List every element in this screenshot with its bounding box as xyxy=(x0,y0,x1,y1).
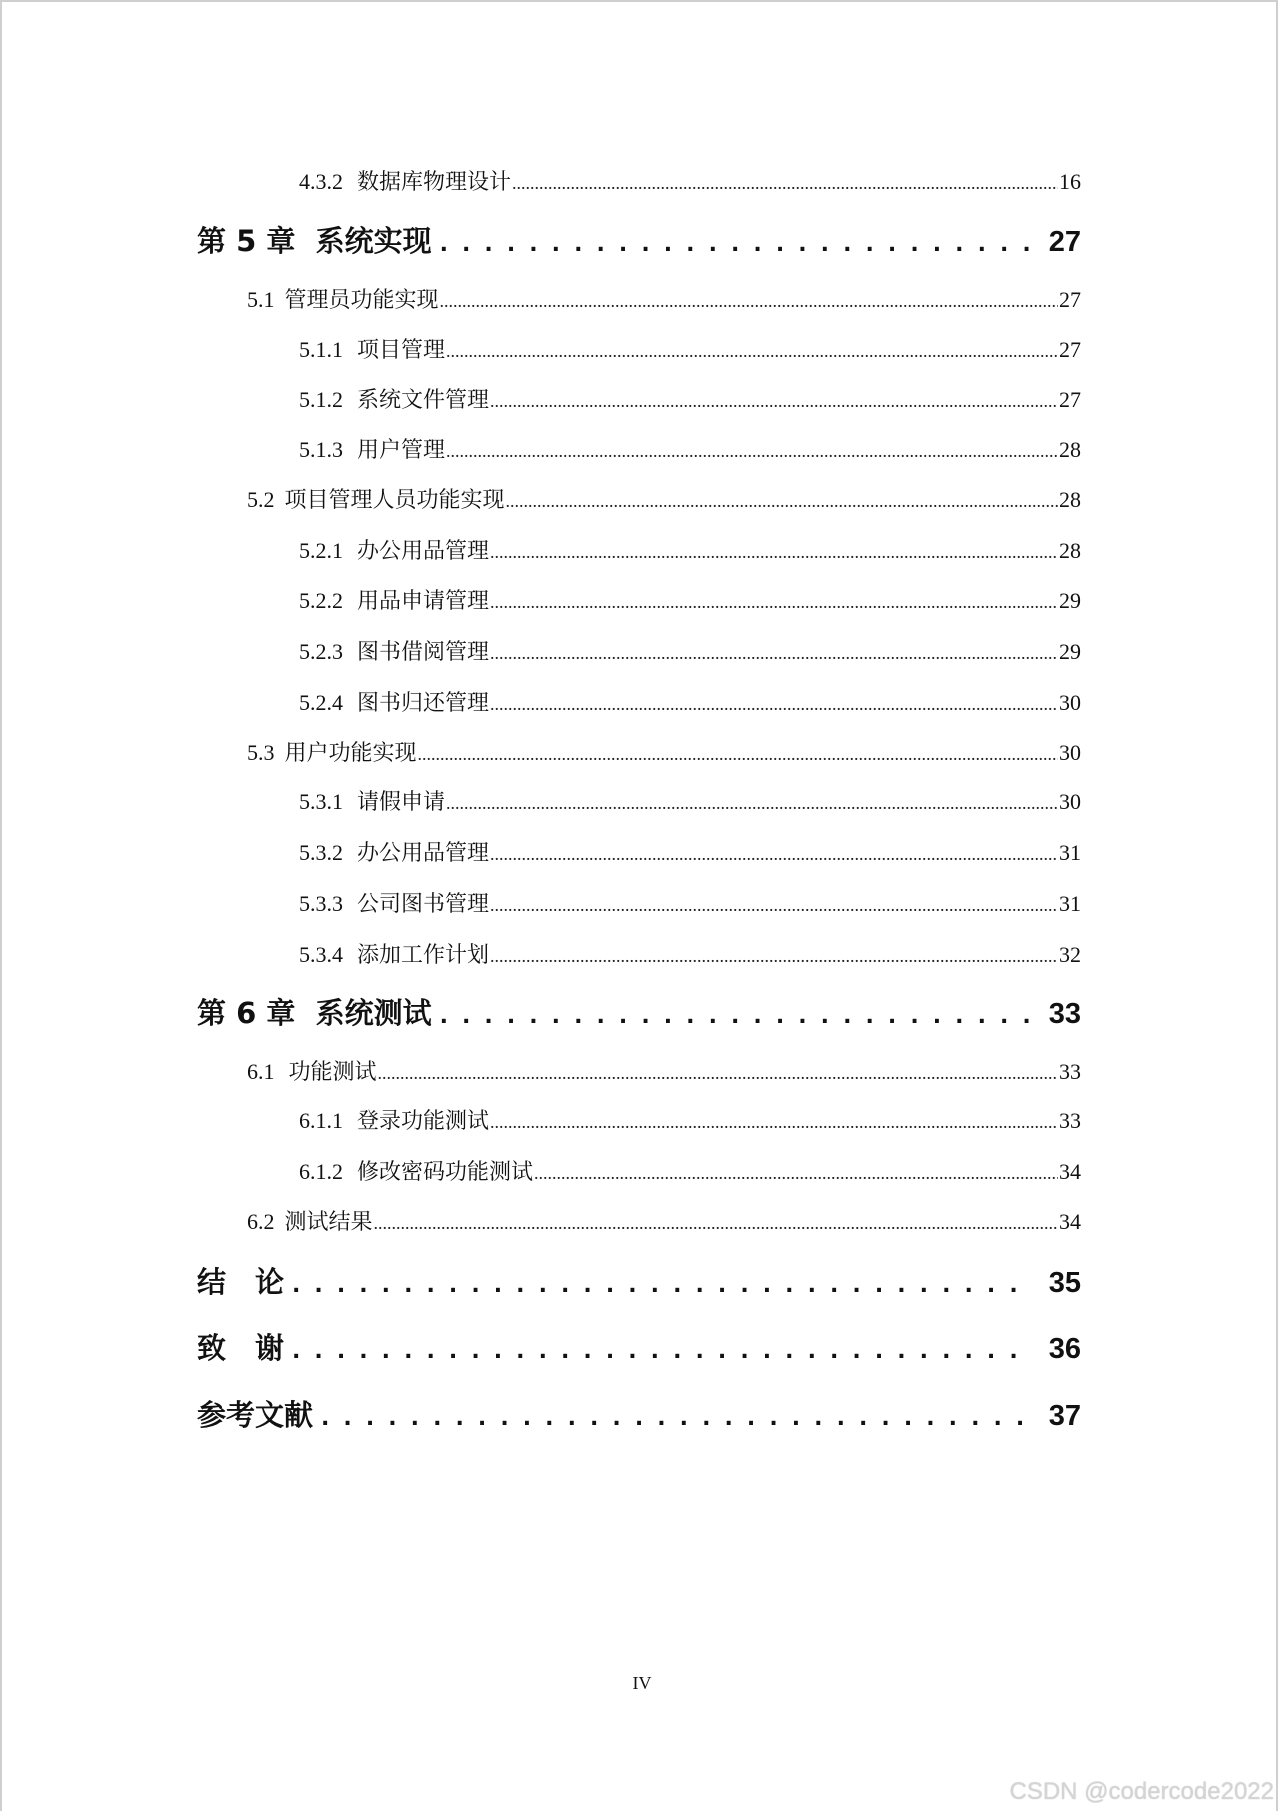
toc-page-number: 31 xyxy=(1059,840,1081,865)
toc-page-number: 33 xyxy=(1048,998,1081,1030)
dot-leader xyxy=(490,586,1058,617)
toc-entry-label: 6.1 功能测试 xyxy=(247,1059,377,1084)
dot-leader xyxy=(534,1157,1058,1188)
toc-page-number: 30 xyxy=(1059,740,1081,765)
toc-entry-label: 5.3 用户功能实现 xyxy=(247,740,417,765)
toc-chapter-entry[interactable] xyxy=(197,993,1081,1033)
dot-leader xyxy=(378,1057,1058,1088)
toc-chapter-entry[interactable] xyxy=(197,1328,1081,1368)
toc-page-number: 27 xyxy=(1059,287,1081,312)
toc-entry[interactable] xyxy=(299,536,1081,566)
toc-entry[interactable] xyxy=(247,285,1081,315)
toc-entry-label: 5.3.1 请假申请 xyxy=(299,789,446,814)
toc-entry-label: 5.1.2 系统文件管理 xyxy=(299,387,490,412)
toc-page-number: 34 xyxy=(1059,1209,1081,1234)
toc-chapter-entry[interactable] xyxy=(197,1262,1081,1302)
toc-entry-label: 6.1.2 修改密码功能测试 xyxy=(299,1159,534,1184)
toc-page-number: 31 xyxy=(1059,891,1081,916)
dot-leader xyxy=(440,993,1033,1037)
toc-page-number: 28 xyxy=(1059,538,1081,563)
toc-chapter-label: 第 5 章 系统实现 xyxy=(197,224,432,258)
toc-page-number: 27 xyxy=(1059,337,1081,362)
toc-chapter-entry[interactable] xyxy=(197,221,1081,261)
toc-chapter-entry[interactable] xyxy=(197,1395,1081,1435)
toc-page-number: 30 xyxy=(1059,690,1081,715)
toc-page-number: 29 xyxy=(1059,588,1081,613)
dot-leader xyxy=(418,738,1058,769)
dot-leader xyxy=(446,787,1058,818)
dot-leader xyxy=(446,335,1058,366)
toc-entry-label: 5.1 管理员功能实现 xyxy=(247,287,439,312)
toc-entry-label: 5.2.3 图书借阅管理 xyxy=(299,639,490,664)
toc-page-number: 30 xyxy=(1059,789,1081,814)
dot-leader xyxy=(446,435,1058,466)
toc-page-number: 35 xyxy=(1048,1267,1081,1299)
dot-leader xyxy=(490,637,1058,668)
watermark: CSDN @codercode2022 xyxy=(1009,1778,1274,1805)
dot-leader xyxy=(490,940,1058,971)
toc-entry[interactable] xyxy=(299,385,1081,415)
toc-page-number: 37 xyxy=(1048,1400,1081,1432)
toc-entry-label: 6.2 测试结果 xyxy=(247,1209,373,1234)
toc-entry[interactable] xyxy=(299,586,1081,616)
toc-chapter-label: 参考文献 xyxy=(197,1398,314,1432)
toc-entry-label: 5.1.3 用户管理 xyxy=(299,437,446,462)
toc-entry[interactable] xyxy=(299,787,1081,817)
toc-page-number: 36 xyxy=(1048,1333,1081,1365)
toc-entry[interactable] xyxy=(299,1157,1081,1187)
toc-chapter-label: 结 论 xyxy=(197,1265,285,1299)
dot-leader xyxy=(440,221,1033,265)
dot-leader xyxy=(490,838,1058,869)
toc-page-number: 27 xyxy=(1059,387,1081,412)
dot-leader xyxy=(292,1328,1033,1372)
dot-leader xyxy=(292,1262,1033,1306)
page-footer-number: IV xyxy=(632,1673,652,1693)
dot-leader xyxy=(512,167,1058,198)
toc-entry[interactable] xyxy=(299,435,1081,465)
toc-page-number: 28 xyxy=(1059,437,1081,462)
dot-leader xyxy=(490,1106,1058,1137)
toc-chapter-label: 致 谢 xyxy=(197,1331,285,1365)
toc-entry-label: 5.2.2 用品申请管理 xyxy=(299,588,490,613)
toc-page-number: 16 xyxy=(1059,169,1081,194)
toc-page-number: 29 xyxy=(1059,639,1081,664)
toc-entry-label: 5.2 项目管理人员功能实现 xyxy=(247,487,505,512)
dot-leader xyxy=(490,536,1058,567)
dot-leader xyxy=(321,1395,1033,1439)
toc-entry[interactable] xyxy=(299,688,1081,718)
toc-page-number: 32 xyxy=(1059,942,1081,967)
toc-page-number: 28 xyxy=(1059,487,1081,512)
toc-entry-label: 5.2.4 图书归还管理 xyxy=(299,690,490,715)
toc-entry[interactable] xyxy=(247,1207,1081,1237)
toc-entry[interactable] xyxy=(247,485,1081,515)
toc-entry[interactable] xyxy=(299,889,1081,919)
dot-leader xyxy=(506,485,1058,516)
toc-entry[interactable] xyxy=(247,738,1081,768)
dot-leader xyxy=(374,1207,1058,1238)
dot-leader xyxy=(490,385,1058,416)
toc-entry[interactable] xyxy=(299,1106,1081,1136)
toc-entry[interactable] xyxy=(299,335,1081,365)
toc-entry[interactable] xyxy=(247,1057,1081,1087)
toc-entry-label: 5.1.1 项目管理 xyxy=(299,337,446,362)
toc-page-number: 34 xyxy=(1059,1159,1081,1184)
toc-page-number: 27 xyxy=(1048,226,1081,258)
toc-entry-label: 4.3.2 数据库物理设计 xyxy=(299,169,512,194)
toc-chapter-label: 第 6 章 系统测试 xyxy=(197,996,432,1030)
toc-entry-label: 5.3.2 办公用品管理 xyxy=(299,840,490,865)
toc-entry[interactable] xyxy=(299,940,1081,970)
toc-entry[interactable] xyxy=(299,167,1081,197)
toc-entry-label: 5.3.3 公司图书管理 xyxy=(299,891,490,916)
toc-page-number: 33 xyxy=(1059,1059,1081,1084)
dot-leader xyxy=(490,688,1058,719)
toc-entry[interactable] xyxy=(299,637,1081,667)
dot-leader xyxy=(490,889,1058,920)
toc-entry[interactable] xyxy=(299,838,1081,868)
toc-entry-label: 5.2.1 办公用品管理 xyxy=(299,538,490,563)
toc-entry-label: 6.1.1 登录功能测试 xyxy=(299,1108,490,1133)
dot-leader xyxy=(440,285,1058,316)
toc-entry-label: 5.3.4 添加工作计划 xyxy=(299,942,490,967)
toc-page-number: 33 xyxy=(1059,1108,1081,1133)
